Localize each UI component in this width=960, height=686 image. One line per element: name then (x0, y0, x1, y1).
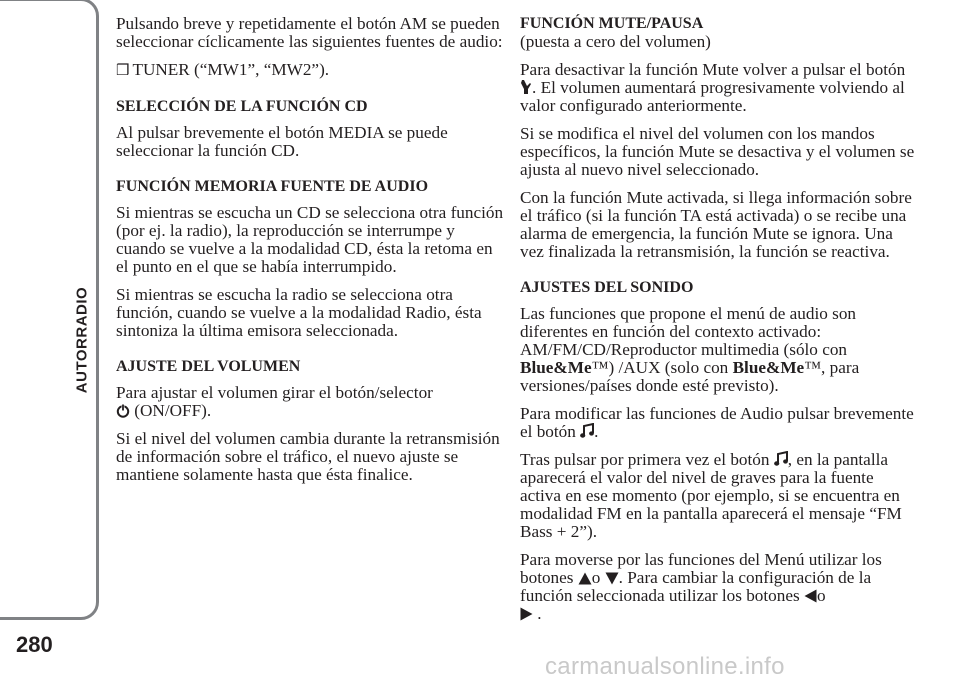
paragraph (116, 384, 506, 420)
text: Para desactivar la función Mute volver a pulsar el botón (520, 60, 906, 79)
text: Las funciones que propone el menú de audio son diferentes en función del contexto activado: AM/FM/CD/Reproductor multimedia (sólo con (520, 304, 857, 359)
text: . (594, 422, 599, 441)
power-icon (116, 404, 130, 418)
left-column (116, 15, 506, 494)
text: o (591, 568, 601, 587)
music-note-icon (774, 451, 788, 467)
paragraph: Si mientras se escucha la radio se selecciona otra función, cuando se vuelve a la modalidad Radio, ésta sintoniza la última emisora seleccionada. (116, 285, 482, 340)
triangle-up-icon (578, 572, 592, 585)
text: . (537, 604, 542, 623)
mute-icon (520, 79, 532, 95)
brand-text: Blue&Me (520, 358, 592, 377)
paragraph: Si mientras se escucha un CD se selecciona otra función (por ej. la radio), la reproducción se interrumpe y cuando se vuelve a la modalidad CD, ésta la retoma en el punto en el que se había interrumpido. (116, 203, 504, 276)
text: Tras pulsar por primera vez el botón (520, 450, 770, 469)
paragraph (520, 551, 915, 623)
text: o (816, 586, 826, 605)
brand-text: Blue&Me (732, 358, 805, 377)
music-note-icon (580, 423, 594, 439)
right-column (520, 15, 915, 633)
paragraph (520, 451, 915, 541)
paragraph: Al pulsar brevemente el botón MEDIA se puede seleccionar la función CD. (116, 123, 448, 160)
text: , en la pantalla aparecerá el valor del nivel de graves para la fuente activa en ese momento (por ejemplo, si se encuentra en modalidad FM en la pantalla aparecerá el mensaje “FM Bass + 2”). (520, 450, 902, 541)
heading-memory: FUNCIÓN MEMORIA FUENTE DE AUDIO (116, 178, 429, 195)
paragraph: Si se modifica el nivel del volumen con los mandos específicos, la función Mute se desactiva y el volumen se ajusta al nuevo nivel seleccionado. (520, 124, 915, 179)
paragraph: Si el nivel del volumen cambia durante la retransmisión de información sobre el tráfico, el nuevo ajuste se mantiene solamente hasta que ésta finalice. (116, 429, 500, 484)
text: (ON/OFF). (134, 401, 212, 420)
text: . Para cambiar la configuración de la función seleccionada utilizar los botones (520, 568, 872, 605)
triangle-down-icon (605, 572, 619, 585)
heading-sound: AJUSTES DEL SONIDO (520, 279, 694, 296)
page-number: 280 (16, 632, 53, 657)
heading-mute: FUNCIÓN MUTE/PAUSA (520, 15, 704, 32)
heading-volume: AJUSTE DEL VOLUMEN (116, 358, 301, 375)
text: . El volumen aumentará progresivamente volviendo al valor configurado anteriormente. (520, 78, 905, 115)
checkbox-bullet-icon: ❒ (116, 63, 130, 79)
paragraph: Con la función Mute activada, si llega información sobre el tráfico (si la función TA está activada) o se recibe una alarma de emergencia, la función Mute se ignora. Una vez finalizada la retransmisión, la función se reactiva. (520, 188, 912, 261)
paragraph (520, 305, 915, 395)
text: ™) /AUX (solo con (591, 358, 729, 377)
paragraph (520, 405, 915, 441)
paragraph: Pulsando breve y repetidamente el botón AM se pueden seleccionar cíclicamente las siguientes fuentes de audio: (116, 14, 503, 51)
text: ™, para versiones/países donde esté previsto). (520, 358, 860, 395)
triangle-left-icon (804, 589, 817, 603)
section-label: AUTORRADIO (73, 286, 91, 394)
bullet-item (116, 61, 506, 80)
bullet-text: TUNER (“MW1”, “MW2”). (132, 60, 330, 79)
text: Para ajustar el volumen girar el botón/selector (116, 383, 433, 402)
text: Para modificar las funciones de Audio pulsar brevemente el botón (520, 404, 914, 441)
triangle-right-icon (520, 607, 533, 621)
subheading: (puesta a cero del volumen) (520, 32, 711, 51)
text: Para moverse por las funciones del Menú utilizar los botones (520, 550, 882, 587)
paragraph (520, 61, 915, 115)
heading-cd: SELECCIÓN DE LA FUNCIÓN CD (116, 98, 368, 115)
watermark: carmanualsonline.info (545, 653, 785, 680)
